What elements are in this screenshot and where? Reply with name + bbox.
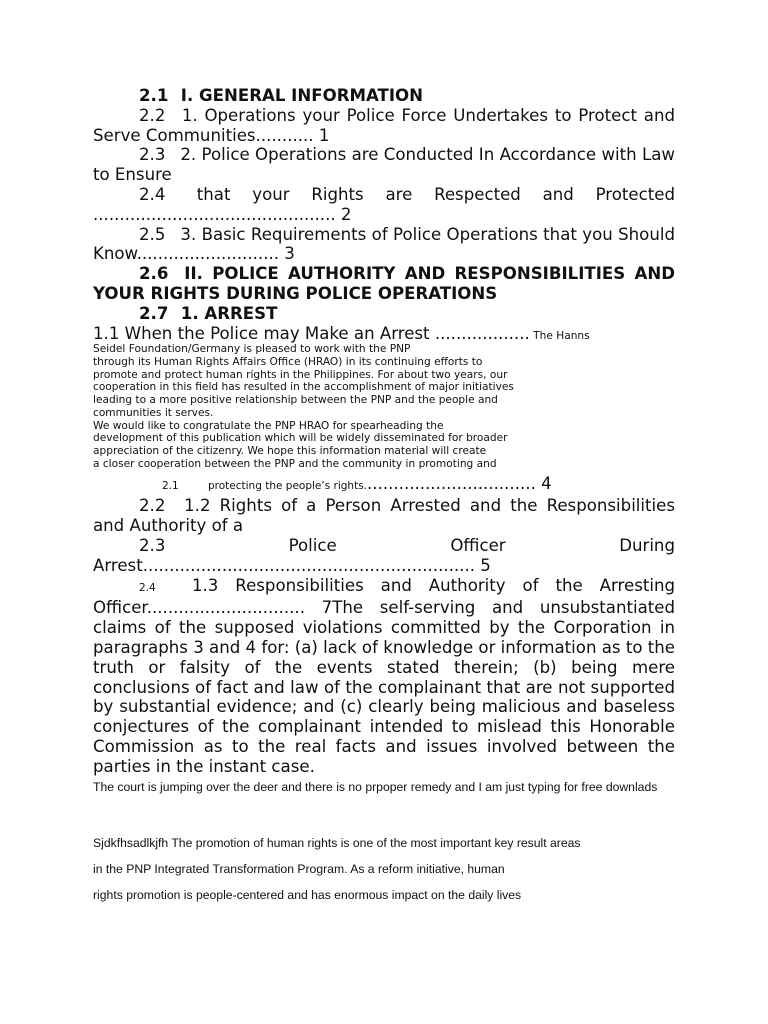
toc-item-arresting-officer: 2.4 1.3 Responsibilities and Authority of the Arresting Officer.............................. 7The self-serving and unsubstantiated claims of the supposed violations committed by the Corporation in paragraphs 3 and 4 for: (a) lack of knowledge or information as to the truth or falsity of the events stated therein; (b) being mere conclusions of fact and law of the complainant that are not supported by substantial evidence; and (c) clearly being malicious and baseless conjectures of the complainant intended to mislead this Honorable Commission as to the real facts and issues involved between the parties in the instant case.: [93, 575, 676, 776]
toc-item-when-arrest: 1.1 When the Police may Make an Arrest .................. The Hanns: [93, 323, 590, 343]
note-promotion-line-2: in the PNP Integrated Transformation Program. As a reform initiative, human: [93, 861, 505, 876]
note-promotion-line-1: Sjdkfhsadlkjfh The promotion of human rights is one of the most important key result areas: [93, 835, 581, 850]
toc-item-basic-requirements: 2.5 3. Basic Requirements of Police Operations that you Should Know........................... 3: [93, 224, 675, 264]
foreword-line: promote and protect human rights in the Philippines. For about two years, our: [93, 368, 508, 381]
toc-item-protecting-rights: 2.1 protecting the people’s rights................................. 4: [162, 474, 552, 494]
blank-gap: [93, 796, 675, 830]
foreword-line: a closer cooperation between the PNP and the community in promoting and: [93, 457, 497, 470]
toc-item-police-officer-during-arrest: 2.3 Police Officer During Arrest............................................................... 5: [93, 535, 675, 575]
toc-item-rights-respected: 2.4 that your Rights are Respected and Protected .............................................. 2: [93, 184, 675, 224]
foreword-text: [93, 343, 675, 470]
toc-item-operations: 2.2 1. Operations your Police Force Undertakes to Protect and Serve Communities........... 1: [93, 105, 675, 145]
foreword-line: through its Human Rights Affairs Office (HRAO) in its continuing efforts to: [93, 356, 483, 369]
toc-heading-arrest: 2.7 1. ARREST: [139, 303, 278, 323]
document-page: [93, 86, 675, 908]
toc-heading-general-information: 2.1 I. GENERAL INFORMATION: [139, 86, 424, 105]
foreword-line: cooperation in this field has resulted in the accomplishment of major initiatives: [93, 381, 514, 394]
foreword-line: We would like to congratulate the PNP HRAO for spearheading the: [93, 419, 444, 432]
foreword-line: Seidel Foundation/Germany is pleased to work with the PNP: [93, 343, 411, 356]
foreword-line: leading to a more positive relationship between the PNP and the people and: [93, 394, 498, 407]
toc-item-rights-of-person-arrested: 2.2 1.2 Rights of a Person Arrested and the Responsibilities and Authority of a: [93, 496, 675, 536]
toc-heading-police-authority: 2.6 II. POLICE AUTHORITY AND RESPONSIBILITIES AND YOUR RIGHTS DURING POLICE OPERATIONS: [93, 264, 675, 303]
foreword-line: communities it serves.: [93, 406, 214, 419]
note-court: The court is jumping over the deer and there is no prpoper remedy and I am just typing for free downlads: [93, 779, 658, 794]
note-promotion-line-3: rights promotion is people-centered and has enormous impact on the daily lives: [93, 887, 522, 902]
foreword-line: development of this publication which will be widely disseminated for broader: [93, 432, 508, 445]
toc-item-accordance-with-law: 2.3 2. Police Operations are Conducted In Accordance with Law to Ensure: [93, 145, 675, 185]
foreword-line: appreciation of the citizenry. We hope this information material will create: [93, 444, 487, 457]
